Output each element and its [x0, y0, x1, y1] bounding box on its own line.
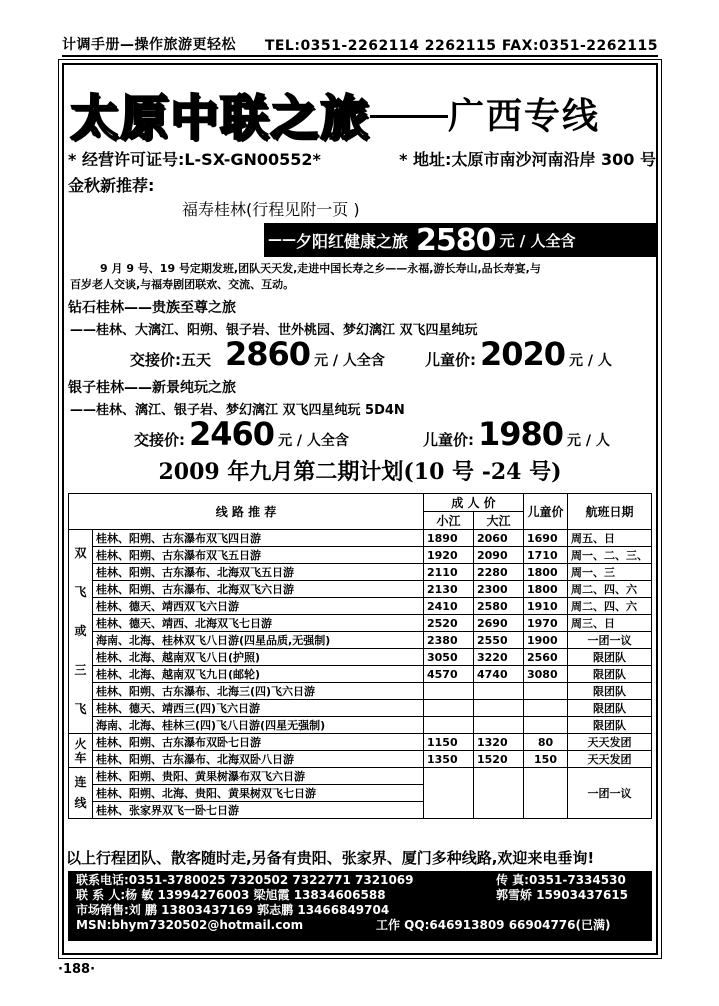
header-dates: 航班日期	[568, 494, 652, 530]
price-child: 1710	[524, 547, 568, 564]
price-big: 2580	[474, 598, 524, 615]
title-row	[70, 83, 654, 146]
promo-desc-2: 百岁老人交谈,与福寿剧团联欢、交流、互动。	[70, 278, 295, 291]
price-small	[424, 700, 474, 717]
table-row	[69, 530, 652, 547]
contact-row-phone	[76, 873, 644, 888]
route-name: 桂林、德天、靖西双飞六日游	[93, 598, 424, 615]
category-char: 飞	[74, 585, 87, 599]
diamond-title: 钻石桂林——贵族至尊之旅	[68, 300, 236, 316]
price-small: 2380	[424, 632, 474, 649]
promo-price: 2580	[416, 222, 496, 258]
price-small: 2130	[424, 581, 474, 598]
ad-frame	[62, 63, 658, 955]
header-big-river: 大江	[474, 512, 524, 530]
price-big: 1520	[474, 751, 524, 768]
table-row	[69, 700, 652, 717]
price-big	[474, 768, 524, 819]
route-name: 桂林、阳朔、古东瀑布、北海双卧八日游	[93, 751, 424, 768]
silver-price-label: 交接价:	[134, 431, 185, 449]
flight-dates: 限团队	[568, 683, 652, 700]
table-row	[69, 768, 652, 785]
price-child	[524, 717, 568, 734]
table-row	[69, 564, 652, 581]
route-name: 桂林、阳朔、古东瀑布、北海双飞五日游	[93, 564, 424, 581]
price-child	[524, 683, 568, 700]
table-row	[69, 649, 652, 666]
header-route: 线 路 推 荐	[69, 494, 424, 530]
flight-dates: 周一、三	[568, 564, 652, 581]
price-big: 4740	[474, 666, 524, 683]
flight-dates: 一团一议	[568, 768, 652, 819]
contact-qq: 工作 QQ:646913809 66904776(已满)	[376, 918, 611, 932]
header-small-river: 小江	[424, 512, 474, 530]
price-small: 1890	[424, 530, 474, 547]
silver-child-unit: 元 / 人	[567, 433, 610, 449]
diamond-route: ——桂林、大漓江、阳朔、银子岩、世外桃园、梦幻漓江 双飞四星纯玩	[70, 323, 478, 338]
header-divider	[62, 55, 658, 57]
category-char: 线	[74, 796, 87, 810]
diamond-price: 2860	[225, 335, 311, 373]
route-name: 桂林、北海、越南双飞八日(护照)	[93, 649, 424, 666]
route-name: 桂林、阳朔、北海、贵阳、黄果树双飞七日游	[93, 785, 424, 802]
route-name: 海南、北海、桂林三(四)飞八日游(四星无强制)	[93, 717, 424, 734]
category-char: 三	[74, 663, 87, 677]
flight-dates: 周一、二、三、	[568, 547, 652, 564]
price-child: 80	[524, 734, 568, 751]
silver-price-line	[134, 415, 610, 453]
price-child: 2560	[524, 649, 568, 666]
route-name: 桂林、北海、越南双飞九日(邮轮)	[93, 666, 424, 683]
diamond-child-label: 儿童价:	[424, 351, 476, 369]
contact-row-persons	[76, 888, 644, 903]
page-number: ·188·	[58, 962, 96, 977]
category-char: 飞	[74, 702, 87, 716]
table-row	[69, 615, 652, 632]
promo-heading: 金秋新推荐:	[68, 176, 155, 195]
flight-dates: 限团队	[568, 700, 652, 717]
footer-note: 以上行程团队、散客随时走,另备有贵阳、张家界、厦门多种线路,欢迎来电垂询!	[66, 849, 595, 867]
silver-child-price: 1980	[477, 415, 563, 453]
flight-dates: 周五、日	[568, 530, 652, 547]
price-big: 1320	[474, 734, 524, 751]
silver-price-unit: 元 / 人全含	[278, 433, 349, 449]
price-big: 3220	[474, 649, 524, 666]
category-char: 连	[74, 775, 87, 789]
flight-dates: 限团队	[568, 717, 652, 734]
category-char: 双	[74, 546, 87, 560]
table-row	[69, 581, 652, 598]
flight-dates: 天天发团	[568, 751, 652, 768]
table-row	[69, 751, 652, 768]
diamond-child-price: 2020	[479, 335, 565, 373]
silver-child-label: 儿童价:	[422, 431, 474, 449]
category-cell	[69, 530, 93, 734]
route-name: 桂林、阳朔、古东瀑布双飞四日游	[93, 530, 424, 547]
contact-msn: MSN:bhym7320502@hotmail.com	[76, 918, 304, 932]
flight-dates: 限团队	[568, 649, 652, 666]
table-row	[69, 717, 652, 734]
category-char: 车	[74, 750, 87, 765]
price-small: 2410	[424, 598, 474, 615]
route-name: 桂林、阳朔、古东瀑布、北海双飞六日游	[93, 581, 424, 598]
price-big: 2300	[474, 581, 524, 598]
table-row	[69, 598, 652, 615]
price-small: 1150	[424, 734, 474, 751]
route-name: 桂林、阳朔、贵阳、黄果树瀑布双飞六日游	[93, 768, 424, 785]
route-name: 桂林、德天、靖西三(四)飞六日游	[93, 700, 424, 717]
price-child: 1900	[524, 632, 568, 649]
brand-title: 太原中联之旅	[70, 89, 371, 146]
route-name: 桂林、阳朔、古东瀑布双飞五日游	[93, 547, 424, 564]
price-small: 1350	[424, 751, 474, 768]
table-row	[69, 666, 652, 683]
promo-name: 夕阳红健康之旅	[296, 231, 409, 251]
price-big: 2060	[474, 530, 524, 547]
category-char: 或	[74, 624, 87, 638]
price-small: 2520	[424, 615, 474, 632]
flight-dates: 限团队	[568, 666, 652, 683]
header-adult: 成 人 价	[424, 494, 524, 512]
price-big: 2550	[474, 632, 524, 649]
silver-title: 银子桂林——新景纯玩之旅	[68, 380, 236, 396]
flight-dates: 天天发团	[568, 734, 652, 751]
route-name: 海南、北海、桂林双飞八日游(四星品质,无强制)	[93, 632, 424, 649]
promo-desc-1: 9 月 9 号、19 号定期发班,团队天天发,走进中国长寿之乡——永福,游长寿山,品长寿宴,与	[100, 262, 541, 275]
contact-market: 市场销售:刘 鹏 13803437169 郭志鹏 13466849704	[76, 903, 390, 917]
table-row	[69, 632, 652, 649]
price-small	[424, 768, 474, 819]
featured-tour: 福寿桂林(行程见附一页 )	[182, 200, 360, 219]
contact-phone: 联系电话:0351-3780025 7320502 7322771 7321069	[76, 873, 414, 887]
price-big	[474, 717, 524, 734]
price-child	[524, 700, 568, 717]
price-child: 1800	[524, 564, 568, 581]
flight-dates: 周三、日	[568, 615, 652, 632]
route-table	[68, 493, 652, 819]
diamond-price-line	[130, 335, 612, 373]
flight-dates: 周二、四、六	[568, 581, 652, 598]
price-big	[474, 683, 524, 700]
contact-row-market	[76, 903, 644, 918]
promo-banner	[264, 223, 656, 257]
route-name: 桂林、德天、靖西、北海双飞七日游	[93, 615, 424, 632]
route-name: 桂林、阳朔、古东瀑布、北海三(四)飞六日游	[93, 683, 424, 700]
header-child: 儿童价	[524, 494, 568, 530]
license-row	[68, 147, 656, 170]
price-child	[524, 768, 568, 819]
category-cell	[69, 768, 93, 819]
price-child: 1800	[524, 581, 568, 598]
contact-box	[68, 871, 652, 941]
table-row	[69, 547, 652, 564]
contact-row-online	[76, 918, 644, 933]
contact-person2: 郭雪娇 15903437615	[496, 888, 629, 902]
table-row	[69, 734, 652, 751]
table-row	[69, 683, 652, 700]
price-big: 2280	[474, 564, 524, 581]
sub-title: 广西专线	[448, 94, 601, 137]
silver-price: 2460	[189, 415, 275, 453]
category-cell	[69, 734, 93, 768]
price-big: 2090	[474, 547, 524, 564]
price-small: 3050	[424, 649, 474, 666]
price-child: 3080	[524, 666, 568, 683]
header-slogan: 计调手册—操作旅游更轻松	[62, 37, 236, 53]
price-big: 2690	[474, 615, 524, 632]
diamond-child-unit: 元 / 人	[569, 353, 612, 369]
category-char: 火	[74, 736, 87, 751]
title-dash-line	[370, 115, 448, 118]
promo-unit: 元 / 人全含	[499, 231, 576, 250]
route-name: 桂林、张家界双飞一卧七日游	[93, 802, 424, 819]
diamond-price-label: 交接价:五天	[130, 351, 211, 369]
price-big	[474, 700, 524, 717]
permit-number: * 经营许可证号:L-SX-GN00552*	[68, 150, 321, 169]
price-child: 1910	[524, 598, 568, 615]
flight-dates: 周二、四、六	[568, 598, 652, 615]
header-contact: TEL:0351-2262114 2262115 FAX:0351-2262115	[264, 38, 658, 54]
page-header	[62, 34, 658, 54]
flight-dates: 一团一议	[568, 632, 652, 649]
price-small: 1920	[424, 547, 474, 564]
price-child: 1970	[524, 615, 568, 632]
contact-fax: 传 真:0351-7334530	[496, 873, 626, 887]
plan-title: 2009 年九月第二期计划(10 号 -24 号)	[158, 459, 562, 485]
route-name: 桂林、阳朔、古东瀑布双卧七日游	[93, 734, 424, 751]
price-small	[424, 717, 474, 734]
diamond-price-unit: 元 / 人全含	[314, 353, 385, 369]
price-small: 4570	[424, 666, 474, 683]
silver-route: ——桂林、漓江、银子岩、梦幻漓江 双飞四星纯玩 5D4N	[70, 403, 405, 418]
price-child: 1690	[524, 530, 568, 547]
contact-persons: 联 系 人:杨 敏 13994276003 梁旭霞 13834606588	[76, 888, 386, 902]
address: * 地址:太原市南沙河南沿岸 300 号	[399, 150, 656, 169]
price-small: 2110	[424, 564, 474, 581]
promo-dash: ——	[268, 232, 296, 248]
price-small	[424, 683, 474, 700]
price-child: 150	[524, 751, 568, 768]
